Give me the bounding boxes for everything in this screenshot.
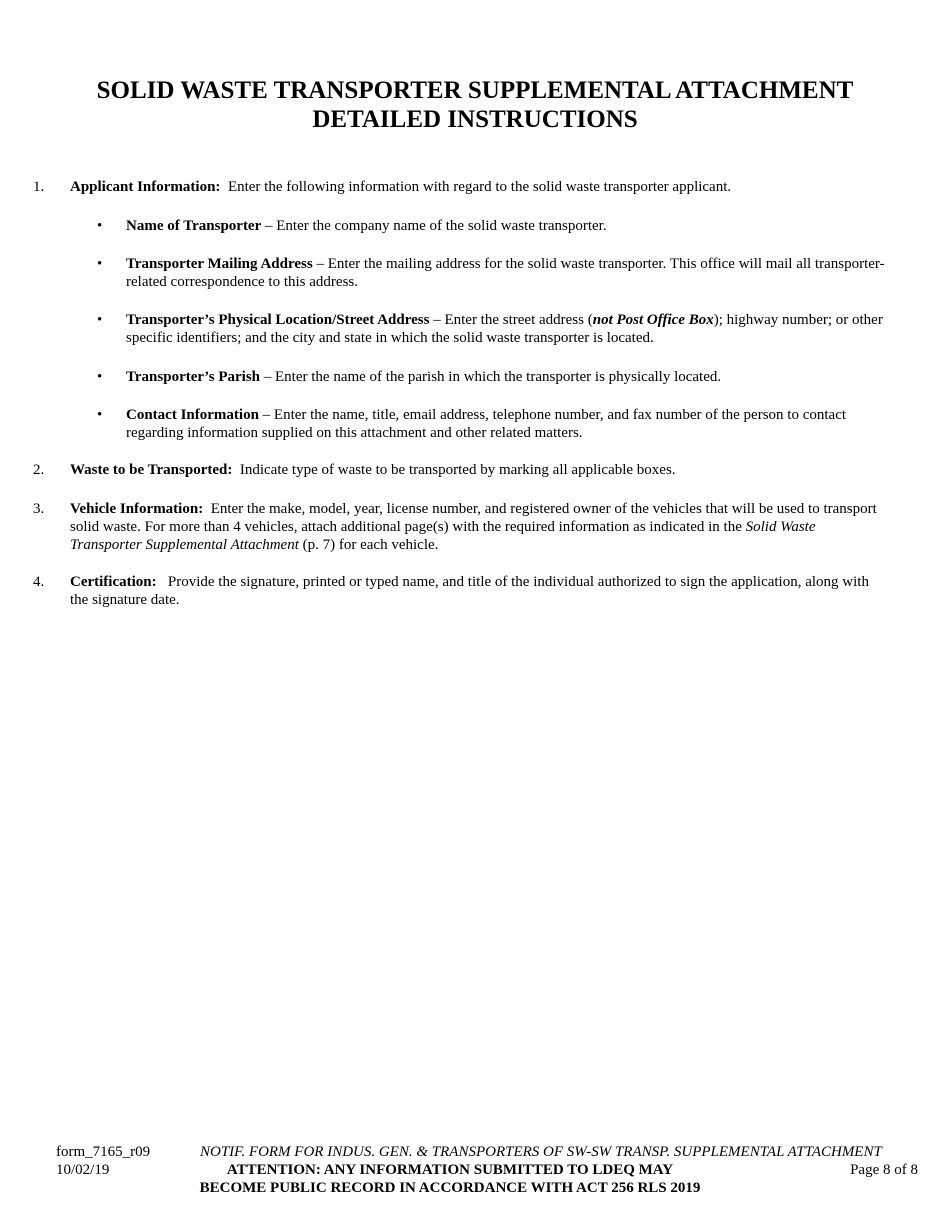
- attention-line-1: ATTENTION: ANY INFORMATION SUBMITTED TO LDEQ MAY: [226, 1162, 674, 1178]
- form-date: 10/02/19: [56, 1162, 110, 1178]
- bullet-emphasis: not Post Office Box: [592, 312, 714, 328]
- bullet-item: [126, 311, 886, 347]
- bullet-heading: Transporter’s Physical Location/Street Address: [126, 312, 430, 328]
- item-italic-text: Solid Waste Transporter Supplemental Attachment: [70, 519, 816, 553]
- bullet-icon: •: [97, 369, 103, 385]
- instruction-item: [70, 573, 880, 609]
- instruction-item: [70, 178, 880, 196]
- bullet-heading: Contact Information: [126, 407, 259, 423]
- bullet-item: [126, 255, 886, 291]
- page-title: [0, 76, 950, 134]
- item-text: Enter the following information with regard to the solid waste transporter applicant.: [227, 179, 732, 195]
- bullet-heading: Transporter Mailing Address: [126, 256, 313, 272]
- item-text: Indicate type of waste to be transported by marking all applicable boxes.: [239, 462, 676, 478]
- bullet-text: – Enter the company name of the solid waste transporter.: [261, 218, 607, 234]
- item-heading: Waste to be Transported:: [70, 462, 233, 478]
- item-number: 4.: [33, 574, 45, 590]
- bullet-text: – Enter the name, title, email address, telephone number, and fax number of the person to contact regarding information supplied on this attachment and other related matters.: [126, 407, 847, 441]
- bullet-item: [126, 368, 886, 386]
- bullet-icon: •: [97, 312, 103, 328]
- bullet-text: ); highway number; or other specific identifiers; and the city and state in which the solid waste transporter is located.: [126, 312, 883, 346]
- item-number: 1.: [33, 179, 45, 195]
- item-heading: Certification:: [70, 574, 157, 590]
- form-id: form_7165_r09: [56, 1144, 151, 1160]
- item-text: (p. 7) for each vehicle.: [298, 537, 439, 553]
- bullet-item: [126, 406, 886, 442]
- instruction-item: [70, 461, 880, 479]
- bullet-heading: Name of Transporter: [126, 218, 262, 234]
- item-text: Enter the make, model, year, license number, and registered owner of the vehicles that will be used to transport solid waste. For more than 4 vehicles, attach additional page(s) with the required information as indicated in the: [70, 501, 877, 535]
- item-heading: Vehicle Information:: [70, 501, 204, 517]
- bullet-text: – Enter the mailing address for the solid waste transporter. This office will mail all transporter-related correspondence to this address.: [126, 256, 885, 290]
- bullet-icon: •: [97, 218, 103, 234]
- bullet-icon: •: [97, 407, 103, 423]
- page-number: Page 8 of 8: [850, 1162, 918, 1178]
- bullet-heading: Transporter’s Parish: [126, 369, 261, 385]
- item-heading: Applicant Information:: [70, 179, 221, 195]
- instruction-item: [70, 500, 880, 554]
- title-line-1: SOLID WASTE TRANSPORTER SUPPLEMENTAL ATTACHMENT: [96, 77, 854, 104]
- bullet-text: – Enter the name of the parish in which the transporter is physically located.: [260, 369, 722, 385]
- attention-line-2: BECOME PUBLIC RECORD IN ACCORDANCE WITH ACT 256 RLS 2019: [199, 1180, 701, 1196]
- item-text: Provide the signature, printed or typed name, and title of the individual authorized to sign the application, along with the signature date.: [70, 574, 869, 608]
- form-title: NOTIF. FORM FOR INDUS. GEN. & TRANSPORTERS OF SW-SW TRANSP. SUPPLEMENTAL ATTACHMENT: [200, 1144, 882, 1160]
- bullet-text: – Enter the street address (: [429, 312, 593, 328]
- item-number: 2.: [33, 462, 45, 478]
- title-line-2: DETAILED INSTRUCTIONS: [312, 106, 638, 133]
- bullet-icon: •: [97, 256, 103, 272]
- bullet-item: [126, 217, 886, 235]
- item-number: 3.: [33, 501, 45, 517]
